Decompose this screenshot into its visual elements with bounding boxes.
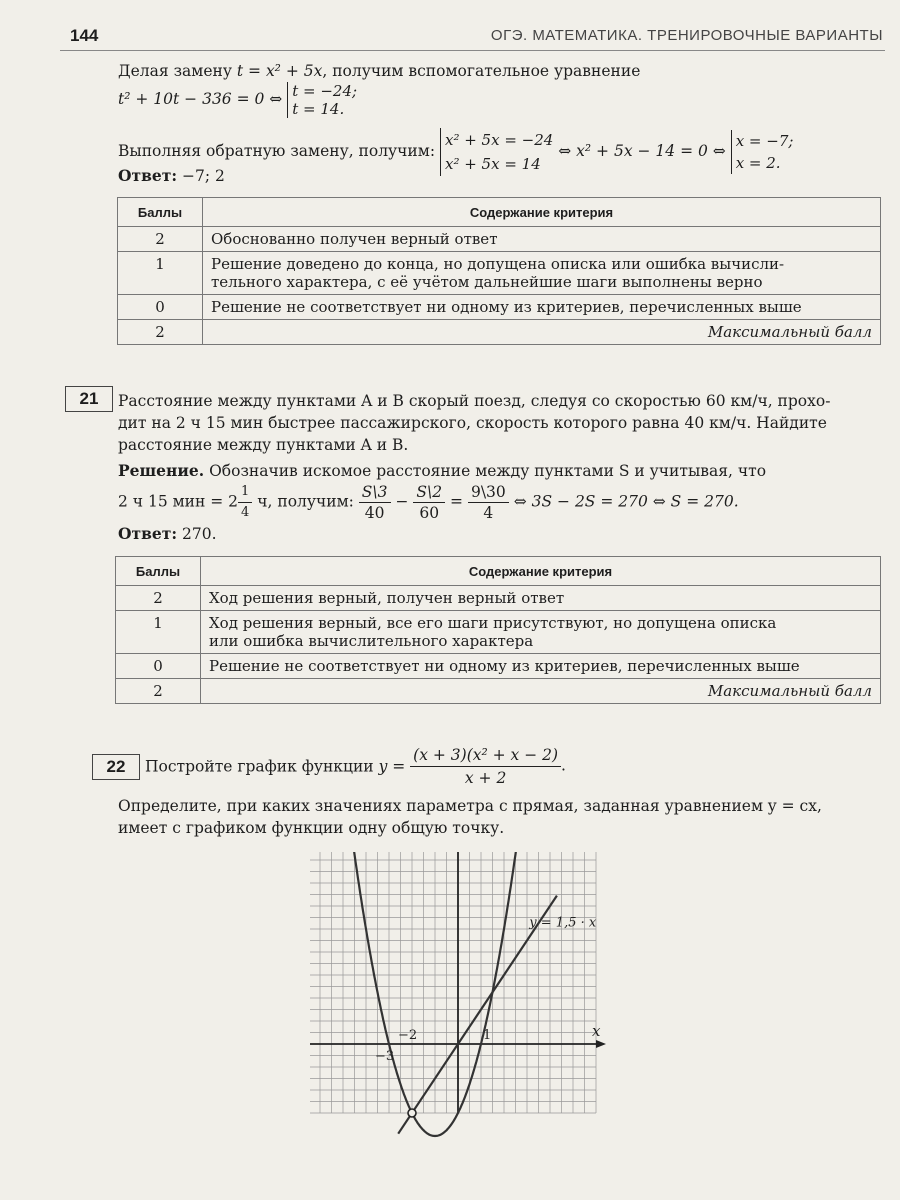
fraction-s-40: $\frac{S\backslash 3}{40}$ [359, 482, 391, 523]
table-row: 1 Решение доведено до конца, но допущена описка или ошибка вычисли- тельного характера, с её учётом дальнейшие шаги выполнены верно [118, 252, 881, 295]
back-substitution-set: x² + 5x = −24 x² + 5x = 14 [440, 128, 553, 176]
page-number: 144 [70, 26, 99, 45]
task20-line3: Выполняя обратную замену, получим: x² + 5x = −24 x² + 5x = 14 ⇔ x² + 5x − 14 = 0 ⇔ x = −7; x = 2. [118, 128, 793, 176]
table-header-row [116, 557, 881, 586]
task20-line1: Делая замену t = x² + 5x, получим вспомогательное уравнение [118, 62, 641, 80]
tick-label-1: 1 [483, 1028, 492, 1043]
grid-lines [310, 852, 596, 1113]
table-header-row [118, 198, 881, 227]
criteria-table-20 [117, 197, 881, 345]
function-fraction: $\frac{\text{(x + 3)(x² + x − 2)}}{x + 2}$ [410, 744, 561, 789]
tick-label-minus-3: −3 [375, 1049, 395, 1064]
table-row: 2 Обоснованно получен верный ответ [118, 227, 881, 252]
table-row: 0 Решение не соответствует ни одному из критериев, перечисленных выше [118, 295, 881, 320]
table-row: 0 Решение не соответствует ни одному из критериев, перечисленных выше [116, 654, 881, 679]
line-equation-label: y = 1,5 · x [529, 915, 597, 931]
task-number-21: 21 [65, 386, 113, 412]
substitution-equation: t² + 10t − 336 = 0 ⇔ [118, 90, 283, 108]
task20-answer: Ответ: −7; 2 [118, 166, 225, 185]
task21-condition-1: Расстояние между пунктами A и B скорый поезд, следуя со скоростью 60 км/ч, прохо- [118, 392, 831, 410]
task21-solution-2: 2 ч 15 мин = 2 $\frac{1}{4}$ ч, получим: $\frac{S\backslash 3}{40}$ − $\frac{S\backslash 2}{60}$ = $\frac{9\backslash 30}{4}$ ⇔ 3S − 2S = 270 ⇔ S = 270. [118, 483, 739, 522]
running-title: ОГЭ. МАТЕМАТИКА. ТРЕНИРОВОЧНЫЕ ВАРИАНТЫ [490, 27, 883, 44]
col-criterion-header: Содержание критерия [203, 198, 881, 227]
col-score-header: Баллы [118, 198, 203, 227]
table-max-row: 2 Максимальный балл [118, 320, 881, 345]
root-set-t: t = −24; t = 14. [287, 82, 357, 118]
task21-condition-3: расстояние между пунктами A и B. [118, 436, 409, 454]
page-header [60, 22, 885, 51]
criteria-table-21 [115, 556, 881, 704]
function-graph [310, 852, 610, 1152]
x-axis-arrow [596, 1040, 606, 1048]
task21-solution-1: Решение. Обозначив искомое расстояние между пунктами S и учитывая, что [118, 461, 767, 480]
fraction-9-4: $\frac{9\backslash 30}{4}$ [468, 482, 509, 523]
table-row: 2 Ход решения верный, получен верный ответ [116, 586, 881, 611]
task22-condition-1: Постройте график функции y = $\frac{\text{(x + 3)(x² + x − 2)}}{x + 2}$ . [145, 746, 566, 787]
task22-condition-2: Определите, при каких значениях параметра c прямая, заданная уравнением y = cx, [118, 797, 822, 815]
table-max-row: 2 Максимальный балл [116, 679, 881, 704]
line-y-equals-1.5x [398, 896, 557, 1134]
root-set-x: x = −7; x = 2. [731, 130, 794, 174]
task20-line2 [118, 82, 357, 118]
x-axis-label: x [592, 1022, 601, 1040]
col-criterion-header: Содержание критерия [201, 557, 881, 586]
task21-answer: Ответ: 270. [118, 524, 217, 543]
excluded-point [408, 1109, 416, 1117]
col-score-header: Баллы [116, 557, 201, 586]
task-number-22: 22 [92, 754, 140, 780]
fraction-s-60: $\frac{S\backslash 2}{60}$ [413, 482, 445, 523]
mixed-fraction: $\frac{1}{4}$ [238, 482, 252, 523]
tick-label-minus-2: −2 [398, 1028, 418, 1043]
task22-condition-3: имеет с графиком функции одну общую точку. [118, 819, 505, 837]
table-row: 1 Ход решения верный, все его шаги присутствуют, но допущена описка или ошибка вычислительного характера [116, 611, 881, 654]
task21-condition-2: дит на 2 ч 15 мин быстрее пассажирского, скорость которого равна 40 км/ч. Найдите [118, 414, 827, 432]
